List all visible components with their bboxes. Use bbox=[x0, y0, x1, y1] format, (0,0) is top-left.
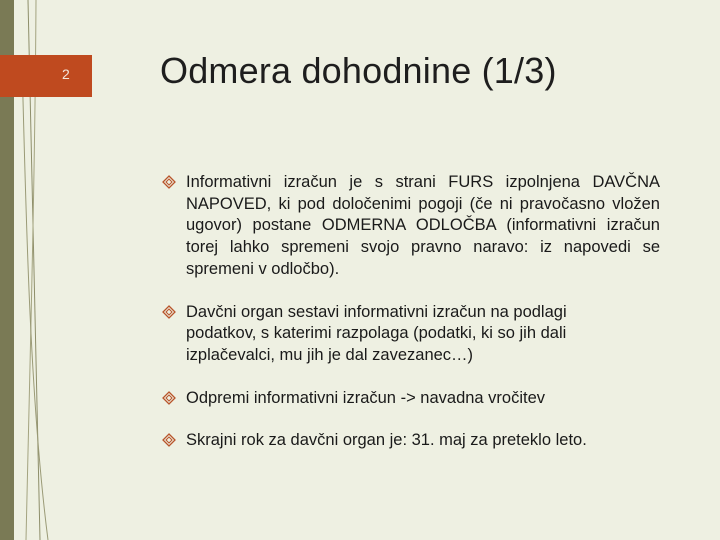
diamond-outline-icon bbox=[162, 391, 176, 405]
slide-number-tab bbox=[0, 55, 92, 97]
slide-number: 2 bbox=[62, 66, 70, 82]
bullet-item bbox=[160, 430, 660, 452]
diamond-outline-icon bbox=[162, 305, 176, 319]
bullet-item bbox=[160, 388, 660, 410]
diamond-outline-icon bbox=[162, 175, 176, 189]
slide-title: Odmera dohodnine (1/3) bbox=[160, 50, 557, 91]
bullet-text: Davčni organ sestavi informativni izračun na podlagi podatkov, s katerimi razpolaga (podatki, ki so jih dali izplačevalci, mu jih je dal zavezanec…) bbox=[186, 302, 567, 364]
bullet-text: Informativni izračun je s strani FURS izpolnjena DAVČNA NAPOVED, ki pod določenimi pogoji (če ni pravočasno vložen ugovor) postane ODMERNA ODLOČBA (informativni izračun torej lahko spremeni svojo pravno naravo: iz napovedi se spremeni v odločbo). bbox=[186, 173, 660, 278]
bullet-item bbox=[160, 172, 660, 281]
bullet-text: Odpremi informativni izračun -> navadna vročitev bbox=[186, 388, 546, 407]
diamond-outline-icon bbox=[162, 433, 176, 447]
bullet-list bbox=[160, 172, 660, 473]
bullet-item bbox=[160, 302, 660, 367]
bullet-text: Skrajni rok za davčni organ je: 31. maj za preteklo leto. bbox=[186, 431, 587, 450]
